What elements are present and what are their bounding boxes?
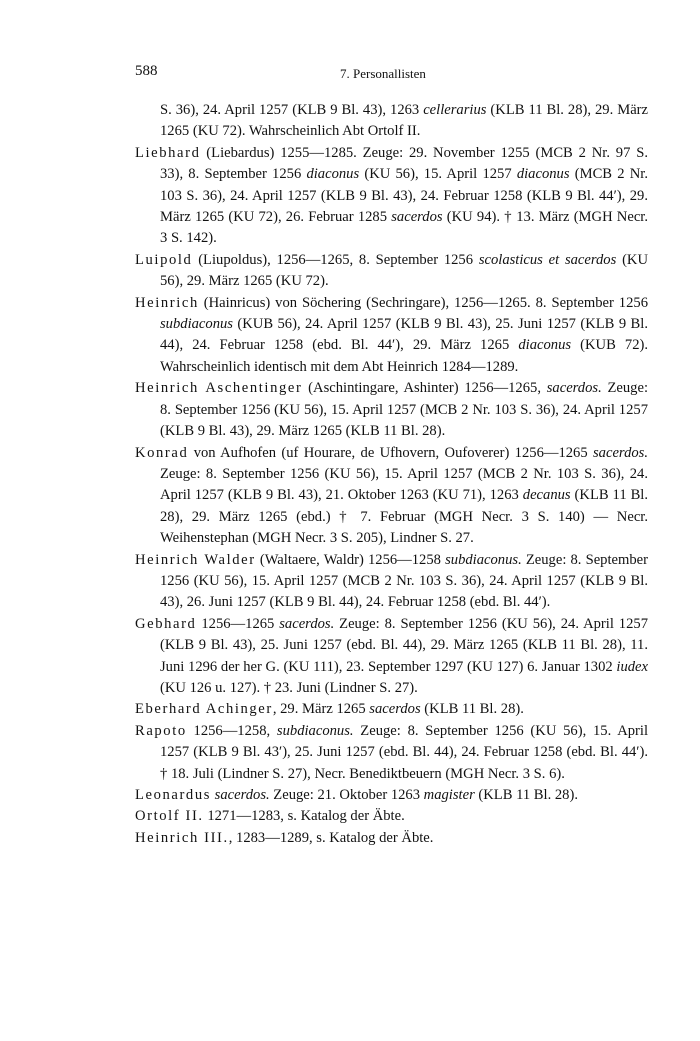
latin-term: cellerarius [423, 102, 487, 118]
personnel-entry [135, 443, 648, 550]
latin-term: diaconus [516, 166, 570, 183]
person-name: Heinrich Walder [135, 551, 256, 568]
entry-text: (KLB 11 Bl. 28). [420, 701, 524, 718]
latin-term: sacerdos. [546, 380, 602, 397]
latin-term: subdiaconus [160, 316, 233, 333]
person-name: Heinrich [135, 294, 199, 311]
personnel-entry [135, 699, 648, 720]
entry-text: (KUB 72). Wahrscheinlich identisch mit dem Abt Heinrich 1284—1289. [160, 337, 648, 375]
entry-text: (Aschintingare, Ashinter) 1256—1265, [302, 380, 547, 397]
latin-term: subdiaconus. [276, 722, 354, 739]
personnel-entry [135, 721, 648, 785]
personnel-entry [135, 614, 648, 700]
person-name: Luipold [135, 251, 193, 268]
entry-text: (Liebardus) 1255—1285. Zeuge: 29. November 1255 (MCB 2 Nr. 97 S. 33), 8. September 1256 [160, 144, 648, 183]
entry-text: (KU 94). † 13. März (MGH Necr. 3 S. 142). [160, 209, 648, 247]
latin-term: subdiaconus. [445, 551, 522, 568]
person-name: Liebhard [135, 144, 201, 161]
entry-text: Zeuge: 8. September 1256 (KU 56), 15. April 1257 (KLB 9 Bl. 43′), 25. Juni 1257 (ebd. Bl. 44), 24. Februar 1258 (ebd. Bl. 44′). † 18. Juli (Lindner S. 27), Necr. Benediktbeuern (MGH Necr. 3 S. 6). [160, 722, 648, 782]
entry-continuation [135, 100, 648, 143]
entry-text: Zeuge: 8. September 1256 (KU 56), 24. April 1257 (KLB 9 Bl. 43), 25. Juni 1257 (ebd. Bl. 44), 29. März 1265 (KLB 11 Bl. 28), 11. Juni 1296 der her G. (KU 111), 23. September 1297 (KU 127) 6. Januar 1302 [160, 615, 648, 675]
latin-term: diaconus [518, 337, 572, 354]
latin-term: sacerdos [391, 209, 443, 226]
personnel-entry [135, 250, 648, 293]
person-name: Rapoto [135, 722, 187, 739]
running-head: 7. Personallisten [340, 66, 426, 81]
personnel-entry [135, 293, 648, 379]
entry-text: 1271—1283, s. Katalog der Äbte. [203, 808, 405, 825]
personnel-entry [135, 143, 648, 250]
latin-term: iudex [616, 658, 648, 675]
person-name: Leonardus [135, 787, 211, 803]
person-name: Heinrich III. [135, 829, 229, 846]
personnel-entry [135, 806, 648, 827]
personnel-entry [135, 378, 648, 442]
latin-term: magister [423, 787, 475, 803]
person-name: Heinrich Aschentinger [135, 380, 303, 397]
latin-term: sacerdos. [214, 787, 270, 803]
entry-text: (MCB 2 Nr. 103 S. 36), 24. April 1257 (KLB 9 Bl. 43), 24. Februar 1258 (KLB 9 Bl. 44′), 29. März 1265 (KU 72), 26. Februar 1285 [160, 166, 648, 226]
entry-text: (KLB 11 Bl. 28), 29. März 1265 (KU 72). Wahrscheinlich Abt Ortolf II. [160, 102, 649, 140]
entry-text: S. 36), 24. April 1257 (KLB 9 Bl. 43), 1263 [160, 102, 424, 118]
personnel-entry [135, 550, 648, 614]
entry-text: 1256—1265 [196, 615, 280, 632]
entry-text: Zeuge: 8. September 1256 (KU 56), 15. April 1257 (MCB 2 Nr. 103 S. 36), 24. April 1257 (KLB 9 Bl. 43), 21. Oktober 1263 (KU 71), 1263 [160, 465, 648, 504]
personnel-entry [135, 828, 648, 849]
entry-text: von Aufhofen (uf Hourare, de Ufhovern, Oufoverer) 1256—1265 [188, 444, 593, 461]
person-name: Ortolf II. [135, 808, 204, 825]
entry-text: (KU 126 u. 127). † 23. Juni (Lindner S. 27). [160, 679, 418, 696]
latin-term: sacerdos [369, 701, 421, 718]
entry-text: (KU 56), 15. April 1257 [359, 166, 517, 183]
latin-term: sacerdos. [593, 444, 648, 461]
entry-text: (KLB 11 Bl. 28), 29. März 1265 (ebd.) † 7. Februar (MGH Necr. 3 S. 140) — Necr. Weihenstephan (MGH Necr. 3 S. 205), Lindner S. 27. [160, 487, 649, 547]
entry-text: (Liupoldus), 1256—1265, 8. September 1256 [192, 251, 479, 268]
latin-term: diaconus [306, 166, 360, 183]
latin-term: sacerdos. [279, 615, 335, 632]
entry-text: (KU 56), 29. März 1265 (KU 72). [160, 251, 649, 290]
latin-term: scolasticus et sacerdos [478, 251, 617, 268]
entry-text: (KLB 11 Bl. 28). [474, 787, 578, 803]
entry-text: (Waltaere, Waldr) 1256—1258 [255, 551, 446, 568]
latin-term: decanus [522, 487, 571, 504]
entry-text: Zeuge: 8. September 1256 (KU 56), 15. April 1257 (MCB 2 Nr. 103 S. 36), 24. April 1257 (KLB 9 Bl. 43), 26. Juni 1257 (KLB 9 Bl. 44), 24. Februar 1258 (ebd. Bl. 44′). [160, 551, 648, 611]
entry-text: 1256—1258, [186, 722, 277, 739]
entry-text: , 1283—1289, s. Katalog der Äbte. [228, 829, 434, 846]
entry-text: (Hainricus) von Söchering (Sechringare), 1256—1265. 8. September 1256 [198, 294, 648, 311]
page-number: 588 [135, 63, 158, 79]
personnel-list [135, 100, 648, 849]
entry-text: Zeuge: 21. Oktober 1263 [269, 787, 424, 803]
person-name: Konrad [135, 444, 189, 461]
personnel-entry [135, 785, 648, 806]
entry-text: Zeuge: 8. September 1256 (KU 56), 15. April 1257 (MCB 2 Nr. 103 S. 36), 24. April 1257 (KLB 9 Bl. 43), 29. März 1265 (KLB 11 Bl. 28). [160, 380, 649, 440]
entry-text: , 29. März 1265 [272, 701, 370, 718]
person-name: Gebhard [135, 615, 197, 632]
person-name: Eberhard Achinger [135, 701, 273, 718]
entry-text: (KUB 56), 24. April 1257 (KLB 9 Bl. 43), 25. Juni 1257 (KLB 9 Bl. 44), 24. Februar 1258 (ebd. Bl. 44′), 29. März 1265 [160, 316, 648, 354]
